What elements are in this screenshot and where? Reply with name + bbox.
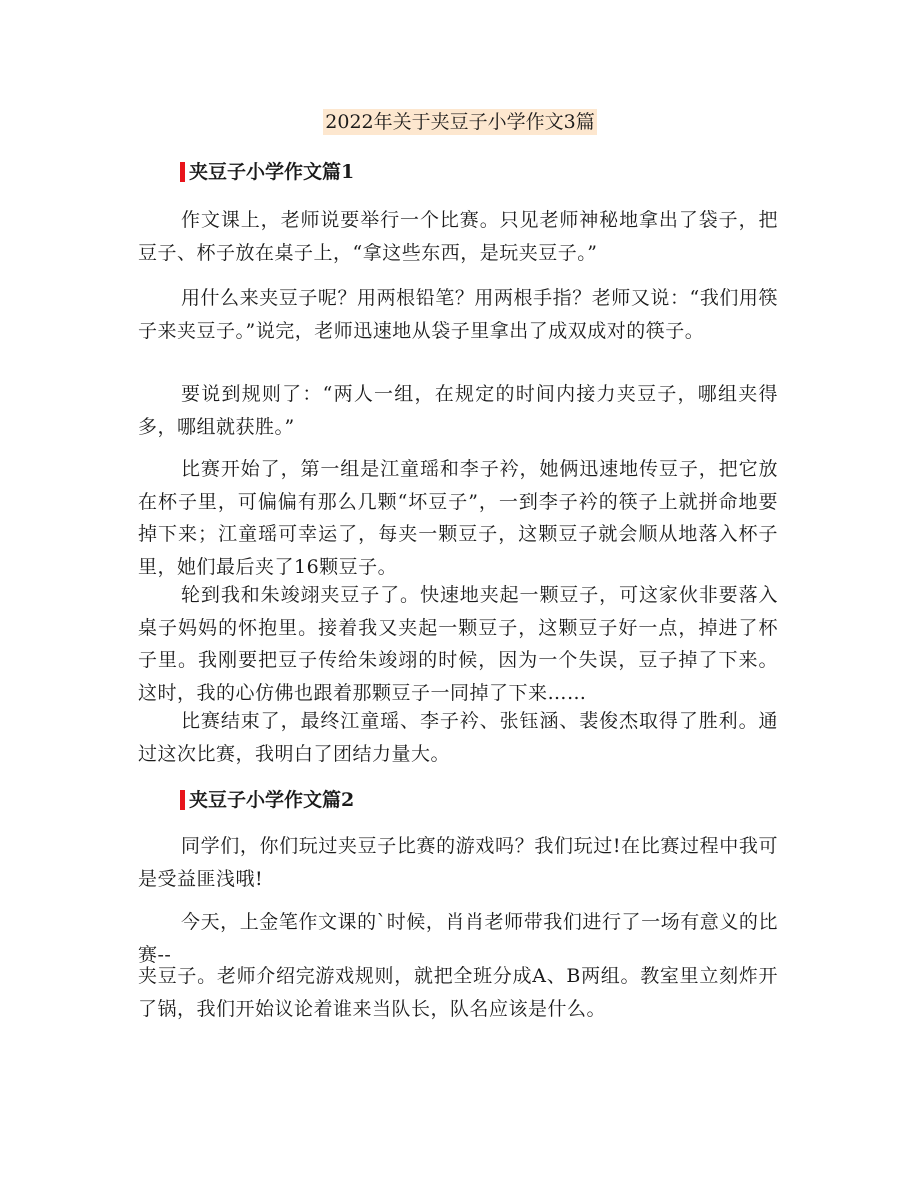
paragraph: 夹豆子。老师介绍完游戏规则，就把全班分成A、B两组。教室里立刻炸开了锅，我们开始议论着谁来当队长，队名应该是什么。	[138, 965, 778, 1020]
section-heading-text: 夹豆子小学作文篇2	[189, 789, 355, 811]
paragraph: 同学们，你们玩过夹豆子比赛的游戏吗？我们玩过!在比赛过程中我可是受益匪浅哦!	[138, 835, 778, 890]
paragraph: 比赛结束了，最终江童瑶、李子衿、张钰涵、裴俊杰取得了胜利。通过这次比赛，我明白了团结力量大。	[138, 710, 778, 765]
paragraph: 比赛开始了，第一组是江童瑶和李子衿，她俩迅速地传豆子，把它放在杯子里，可偏偏有那么几颗“坏豆子”，一到李子衿的筷子上就拼命地要掉下来；江童瑶可幸运了，每夹一颗豆子，这颗豆子就会顺从地落入杯子里，她们最后夹了16颗豆子。	[138, 458, 778, 578]
document-title-text: 2022年关于夹豆子小学作文3篇	[325, 111, 595, 133]
section-heading-2	[180, 786, 354, 814]
heading-marker-icon	[180, 790, 185, 810]
paragraph: 今天，上金笔作文课的`时候，肖肖老师带我们进行了一场有意义的比赛--	[138, 911, 778, 966]
heading-marker-icon	[180, 162, 185, 182]
document-title	[0, 108, 920, 136]
paragraph: 轮到我和朱竣翊夹豆子了。快速地夹起一颗豆子，可这家伙非要落入桌子妈妈的怀抱里。接着我又夹起一颗豆子，这颗豆子好一点，掉进了杯子里。我刚要把豆子传给朱竣翊的时候，因为一个失误，豆子掉了下来。这时，我的心仿佛也跟着那颗豆子一同掉了下来……	[138, 584, 778, 704]
section-heading-text: 夹豆子小学作文篇1	[189, 161, 355, 183]
section-heading-1	[180, 158, 354, 186]
paragraph: 用什么来夹豆子呢？用两根铅笔？用两根手指？老师又说：“我们用筷子来夹豆子。”说完，老师迅速地从袋子里拿出了成双成对的筷子。	[138, 287, 778, 342]
paragraph: 要说到规则了：“两人一组，在规定的时间内接力夹豆子，哪组夹得多，哪组就获胜。”	[138, 383, 778, 438]
paragraph: 作文课上，老师说要举行一个比赛。只见老师神秘地拿出了袋子，把豆子、杯子放在桌子上，“拿这些东西，是玩夹豆子。”	[138, 209, 778, 264]
